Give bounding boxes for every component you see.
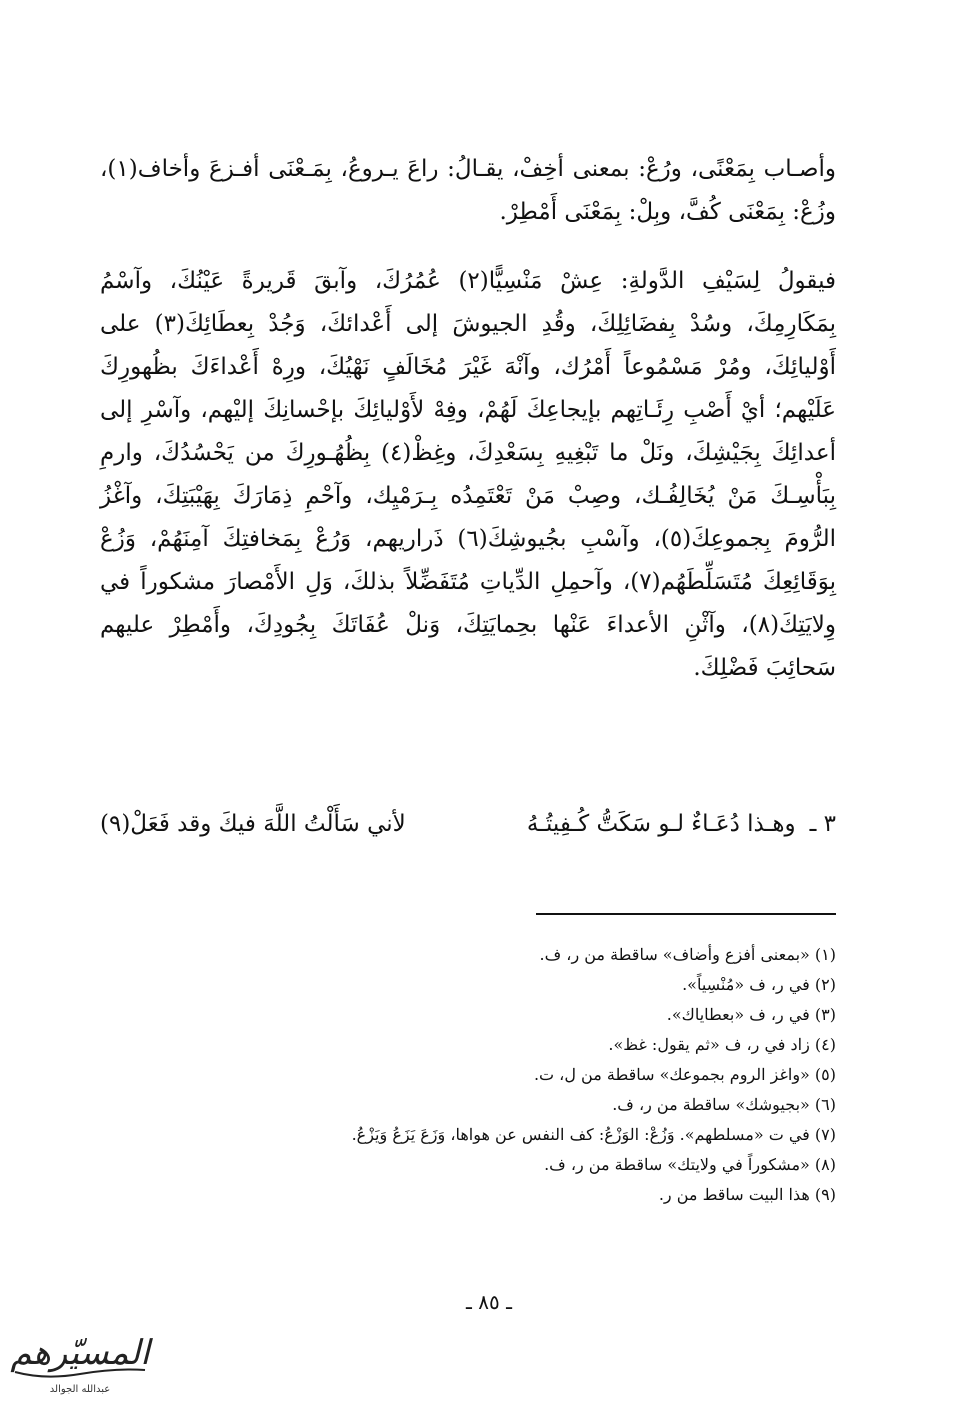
stamp-subtext: عبدالله الجوالد xyxy=(49,1384,111,1395)
footnote: (١) «بمعنى أفزع وأضاف» ساقطة من ر، ف. xyxy=(539,945,836,964)
footnote: (٥) «واغز الروم بجموعك» ساقطة من ل، ت. xyxy=(533,1065,836,1084)
page-number: ـ ٨٥ ـ xyxy=(466,1290,512,1314)
footnote: (٨) «مشكوراً في ولايتك» ساقطة من ر، ف. xyxy=(544,1155,836,1174)
paragraph-commentary: فيقولُ لِسَيْفِ الدَّولةِ: عِشْ مَنْسِيًّا(٢) عُمُرُكَ، وآبقَ قَريرةً عَيْنُكَ، وآسْمُ بِمَكَارِمِكَ، وسُدْ بِفضَائِلِكَ، وقُدِ الجيوشَ إلى أَعْدائكَ، وَجُدْ بِعطَائِكَ(٣) على أَوْليائِكَ، ومُرْ مَسْمُوعاً أَمْرُك، وآنْهَ غَيْرَ مُخَالَفٍ نَهْيُكَ، ورِهْ أَعْداءَكَ بظُهورِكَ عَلَيْهم؛ أيْ أَصْبِ رِئَـاتِهم بإيجاعِكَ لَهُمْ، وفِهْ لأَوْليائِكَ بإحْسانِكَ إليْهم، وآسْرِ إلى أعدائِكَ بِجَيْشِكَ، ونَلْ ما تَبْغِيهِ بِسَعْدِكَ، وغِظْ(٤) بِظُهُـورِكَ من يَحْسُدُكَ، وارمِ بِبَأْسِـكَ مَنْ يُخَالِفُـك، وصِبْ مَنْ تَعْتَمِدُه بِـرَمْيِك، وآحْمِ ذِمَارَكَ بِهَيْبَتِكَ، وآغْزُ الرُّومَ بِجموعِكَ(٥)، وآسْبِ بجُيوشِكَ(٦) ذَراريهم، وَرُعْ بِمَخافتِكَ آمِنَهُمْ، وَزُعْ بِوَقَائِعِكَ مُتَسَلِّطَهُم(٧)، وآحمِلِ الدِّياتِ مُتَفَضِّلاً بذلكَ، وَلِ الأَمْصارَ مشكوراً في وِلايَتِكَ(٨)، وآثْنِ الأعداءَ عَنْها بحِمايَتِكَ، وَنلْ عُفَاتَكَ بِجُودِكَ، وأَمْطِرْ عليهم سَحائِبَ فَضْلِكَ. xyxy=(100,268,837,681)
verse-hemistich-first: وهـذا دُعَـاءٌ لـو سَكَتُّ كُـفِيتُـهُ xyxy=(526,811,796,837)
footnote: (٩) هذا البيت ساقط من ر. xyxy=(658,1185,836,1204)
publisher-stamp-logo xyxy=(5,1322,155,1402)
paragraph-glossary: وأصـاب بِمَعْنًى، ورُعْ: بمعنى أخِفْ، يقـالُ: راعَ يـروعُ، بِمَـعْنَى أفـزعَ وأخاف(١)، وزُعْ: بِمَعْنَى كُفَّ، وبِلْ: بِمَعْنَى أَمْطِرْ. xyxy=(100,156,836,225)
verse-number: ٣ ـ xyxy=(809,811,836,837)
footnote: (٤) زاد في ر، ف «ثم يقول: غظ». xyxy=(608,1035,836,1054)
verse-hemistich-second: لأني سَأَلْتُ اللَّهَ فيكَ وقد فَعَلْ(٩) xyxy=(99,811,406,837)
footnote: (٢) في ر، ف «مُنْسِياً». xyxy=(682,975,836,994)
verse-line xyxy=(100,803,836,846)
footnote: (٧) في ت «مسلطهم». وَزُعْ: الوَزْعُ: كف النفس عن هواها، وَزَعَ يَزَعُ وَيَزْعُ. xyxy=(351,1125,836,1144)
footnote: (٣) في ر، ف «بعطاياك». xyxy=(666,1005,836,1024)
footnote-separator xyxy=(536,913,836,915)
stamp-mark: المسيّرهم xyxy=(10,1333,150,1373)
main-text xyxy=(100,148,836,702)
footnote: (٦) «بجيوشك» ساقطة من ر، ف. xyxy=(612,1095,836,1114)
footnotes xyxy=(100,940,836,1210)
